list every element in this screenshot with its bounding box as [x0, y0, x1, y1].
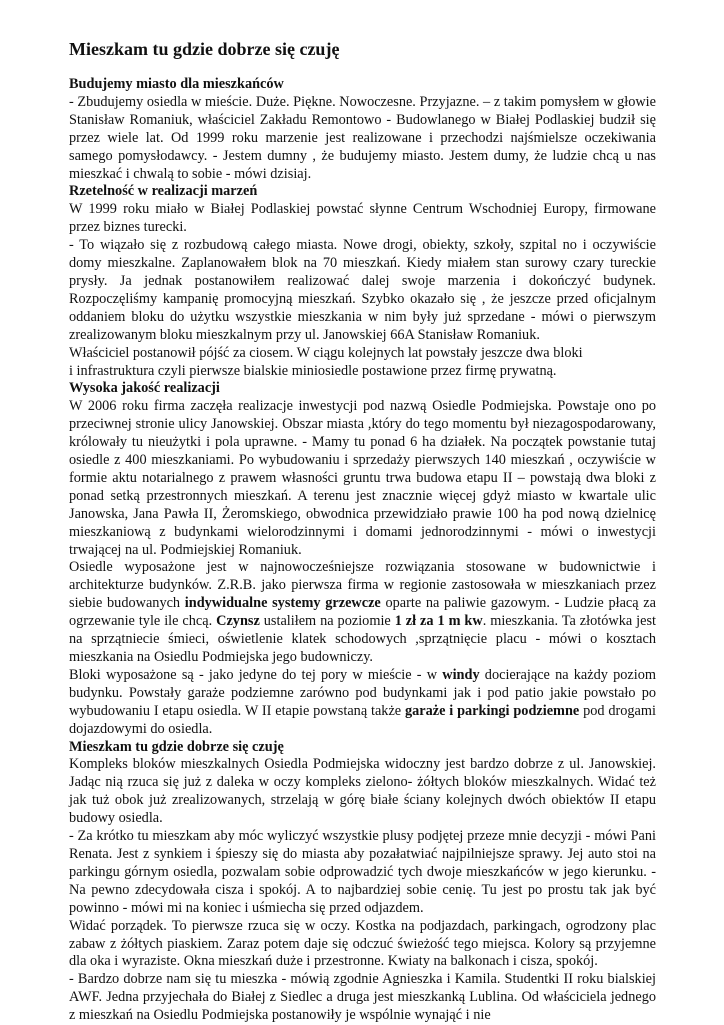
text-run: W 1999 roku miało w Białej Podlaskiej powstać słynne Centrum Wschodniej Europy, firmowane przez biznes turecki. [69, 201, 656, 236]
text-run: pod drogami dojazdowymi do osiedla. [69, 702, 656, 737]
paragraph [69, 971, 656, 1025]
text-run: oparte na paliwie gazowym. - Ludzie płacą za ogrzewanie tyle ile chcą. [69, 595, 656, 630]
bold-text-run: 1 zł za 1 m kw [394, 613, 483, 630]
paragraph [69, 828, 656, 918]
text-run: - Za krótko tu mieszkam aby móc wyliczyć wszystkie plusy podjętej przeze mnie decyzji - mówi Pani Renata. Jest z synkiem i śpieszy się do miasta aby pozałatwiać najpilniejsze sprawy. Jej auto stoi na parkingu górnym osiedla, pozwalam sobie odprowadzić tych dwoje mieszkańców w jego kierunku. - Na pewno zdecydowała cisza i spokój. A to najbardziej sobie cenię. Tu jest po prostu tak jak być powinno - mówi mi na koniec i uśmiecha się przed odjazdem. [69, 828, 656, 916]
text-run: i infrastruktura czyli pierwsze bialskie miniosiedle postawione przez firmę prywatną. [69, 362, 557, 379]
text-run: Widać porządek. To pierwsze rzuca się w oczy. Kostka na podjazdach, parkingach, ogrodzony plac zabaw z żółtych piaskiem. Zaraz potem daje się odczuć świeżość tego miejsca. Kolory są przyjemne dla oka i wyraziste. Okna mieszkań duże i przestronne. Kwiaty na balkonach i cisza, spokój. [69, 917, 656, 970]
section-heading: Rzetelność w realizacji marzeń [69, 183, 258, 200]
paragraph [69, 756, 656, 828]
bold-text-run: Czynsz [216, 613, 260, 630]
text-run: Właściciel postanowił pójść za ciosem. W ciągu kolejnych lat powstały jeszcze dwa bloki [69, 344, 583, 361]
text-run: - To wiązało się z rozbudową całego miasta. Nowe drogi, obiekty, szkoły, szpital no i oczywiście domy mieszkalne. Zaplanowałem blok na 70 mieszkań. Kiedy miałem stan surowy czary tureckie prysły. Ja jednak postanowiłem realizować dalej swoje marzenia i dokończyć budynek. Rozpoczęliśmy kampanię promocyjną mieszkań. Szybko okazało się , że jeszcze przed oficjalnym oddaniem bloku do użytku wszystkie mieszkania w nim były już sprzedane - mówi o pierwszym zrealizowanym bloku mieszkalnym przy ul. Janowskiej 66A Stanisław Romaniuk. [69, 237, 656, 343]
paragraph [69, 363, 656, 381]
text-run: ustaliłem na poziomie [259, 613, 395, 630]
paragraph [69, 94, 656, 184]
text-run: docierające na każdy poziom budynku. Powstały garaże podziemne zarówno pod budynkami jak i pod patio jakie powstało po wybudowaniu I etapu osiedla. W II etapie powstaną także [69, 666, 656, 719]
paragraph [69, 237, 656, 344]
text-run: Osiedle wyposażone jest w najnowocześniejsze rozwiązania stosowane w budownictwie i architekturze budynków. Z.R.B. jako pierwsza firma w regionie zastosowała w mieszkaniach przez siebie budowanych [69, 559, 656, 612]
bold-text-run: windy [442, 666, 480, 683]
section-heading: Mieszkam tu gdzie dobrze się czuję [69, 738, 284, 755]
paragraph [69, 918, 656, 972]
paragraph [69, 559, 656, 666]
document-page [69, 38, 656, 1025]
paragraph [69, 201, 656, 237]
document-title: Mieszkam tu gdzie dobrze się czuję [69, 39, 340, 59]
section-heading: Budujemy miasto dla mieszkańców [69, 76, 284, 92]
bold-text-run: indywidualne systemy grzewcze [184, 595, 381, 612]
paragraph [69, 398, 656, 559]
text-run: . mieszkania. Ta złotówka jest na sprzątniecie śmieci, oświetlenie klatek schodowych ,sprzątnięcie placu - mówi o kosztach mieszkania na Osiedlu Podmiejska jego budowniczy. [69, 613, 657, 665]
text-run: Kompleks bloków mieszkalnych Osiedla Podmiejska widoczny jest bardzo dobrze z ul. Janowskiej. Jadąc nią rzuca się już z daleka w oczy kompleks zielono- żółtych bloków mieszkalnych. Widać też jak tuż obok już zrealizowanych, strzelają w górę białe ściany kolejnych dwóch obiektów II etapu budowy osiedla. [69, 756, 656, 827]
paragraph [69, 667, 656, 739]
section-heading: Wysoka jakość realizacji [69, 380, 220, 397]
text-run: Bloki wyposażone są - jako jedyne do tej pory w mieście - w [69, 666, 443, 683]
text-run: W 2006 roku firma zaczęła realizacje inwestycji pod nazwą Osiedle Podmiejska. Powstaje ono po przeciwnej stronie ulicy Janowskiej. Obszar miasta ,który do tego momentu był niezagospodarowany, królowały tu nieużytki i pola uprawne. - Mamy tu ponad 6 ha działek. Na początek powstanie tutaj osiedle z 400 mieszkaniami. Po wybudowaniu i sprzedaży pierwszych 140 mieszkań , oczywiście w formie aktu notarialnego z prawem własności gruntu trwa budowa etapu II – powstają dwa bloki z ponad setką przestronnych mieszkań. A terenu jest znacznie więcej gdyż miasto w kwartale ulic Janowska, Jana Pawła II, Żeromskiego, obwodnica przewidziało prawie 100 ha pod nową dzielnicę mieszkaniową z budynkami wielorodzinnymi i domami jednorodzinnymi - mówi o inwestycji trwającej na ul. Podmiejskiej Romaniuk. [69, 398, 656, 558]
bold-text-run: garaże i parkingi podziemne [404, 702, 580, 719]
paragraph [69, 345, 656, 363]
text-run: - Zbudujemy osiedla w mieście. Duże. Piękne. Nowoczesne. Przyjazne. – z takim pomysłem w głowie Stanisław Romaniuk, właściciel Zakładu Remontowo - Budowlanego w Białej Podlaskiej budził się przez wiele lat. Od 1999 roku marzenie jest realizowane i przechodzi najśmielsze oczekiwania samego pomysłodawcy. - Jestem dumny , że budujemy miasto. Jestem dumy, że ludzie chcą u nas mieszkać i chwalą to sobie - mówi dzisiaj. [69, 93, 656, 182]
text-run: - Bardzo dobrze nam się tu mieszka - mówią zgodnie Agnieszka i Kamila. Studentki II roku bialskiej AWF. Jedna przyjechała do Białej z Siedlec a druga jest mieszkanką Lublina. Od właściciela jednego z mieszkań na Osiedlu Podmiejska postanowiły je wspólnie wynająć i nie [69, 971, 656, 1024]
document-body [69, 76, 656, 1025]
